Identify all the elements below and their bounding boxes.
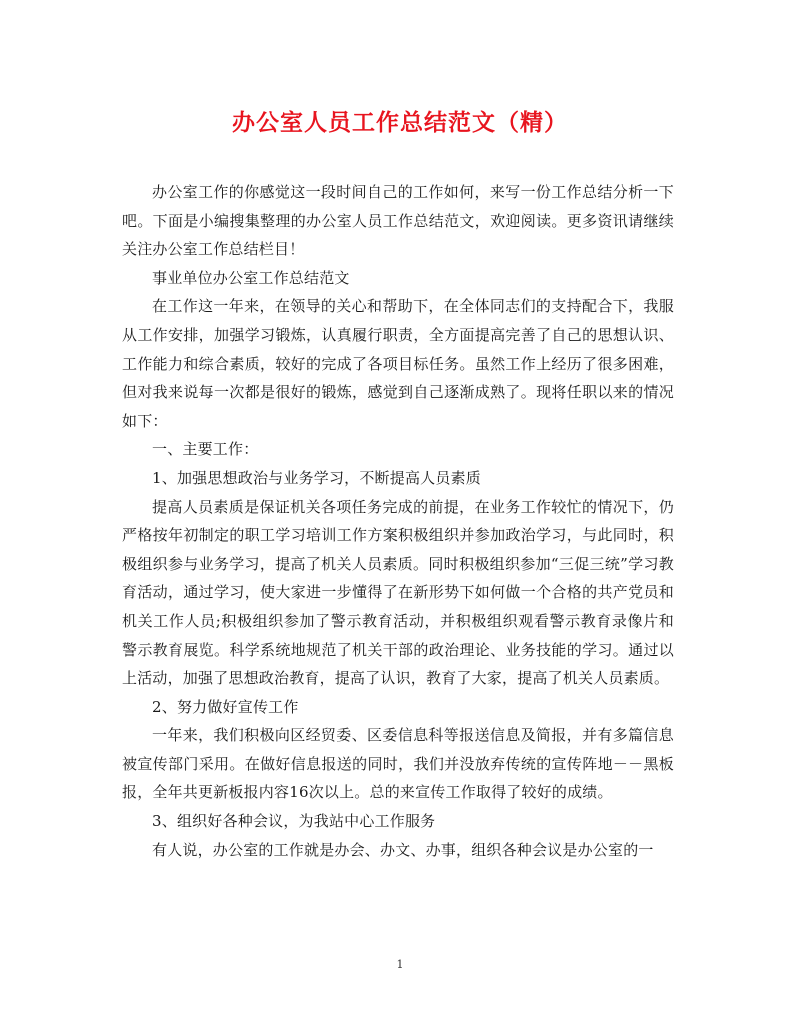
paragraph-item-1: 提高人员素质是保证机关各项任务完成的前提，在业务工作较忙的情况下，仍严格按年初制定的职工学习培训工作方案积极组织并参加政治学习，与此同时，积极组织参与业务学习，提高了机关人员素质。同时积极组织参加“三促三统”学习教育活动，通过学习，使大家进一步懂得了在新形势下如何做一个合格的共产党员和机关工作人员;积极组织参加了警示教育活动，并积极组织观看警示教育录像片和警示教育展览。科学系统地规范了机关干部的政治理论、业务技能的学习。通过以上活动，加强了思想政治教育，提高了认识，教育了大家，提高了机关人员素质。	[122, 497, 674, 688]
document-body	[122, 178, 674, 864]
paragraph-item-3: 有人说，办公室的工作就是办会、办文、办事，组织各种会议是办公室的一	[152, 840, 654, 859]
item-heading-3: 3、组织好各种会议，为我站中心工作服务	[152, 812, 436, 831]
section-heading-main-work: 一、主要工作：	[152, 440, 259, 459]
document-title: 办公室人员工作总结范文（精）	[232, 109, 568, 136]
paragraph-intro: 办公室工作的你感觉这一段时间自己的工作如何，来写一份工作总结分析一下吧。下面是小编搜集整理的办公室人员工作总结范文，欢迎阅读。更多资讯请继续关注办公室工作总结栏目！	[122, 183, 674, 259]
page-number: 1	[396, 958, 404, 971]
paragraph-item-2: 一年来，我们积极向区经贸委、区委信息科等报送信息及简报，并有多篇信息被宣传部门采用。在做好信息报送的同时，我们并没放弃传统的宣传阵地－－黑板报，全年共更新板报内容16次以上。总的来宣传工作取得了较好的成绩。	[122, 726, 674, 802]
paragraph-overview: 在工作这一年来，在领导的关心和帮助下，在全体同志们的支持配合下，我服从工作安排，加强学习锻炼，认真履行职责，全方面提高完善了自己的思想认识、工作能力和综合素质，较好的完成了各项目标任务。虽然工作上经历了很多困难，但对我来说每一次都是很好的锻炼，感觉到自己逐渐成熟了。现将任职以来的情况如下：	[122, 297, 674, 430]
paragraph-subtitle: 事业单位办公室工作总结范文	[152, 268, 350, 287]
item-heading-2: 2、努力做好宣传工作	[152, 697, 299, 716]
item-heading-1: 1、加强思想政治与业务学习，不断提高人员素质	[152, 468, 481, 487]
